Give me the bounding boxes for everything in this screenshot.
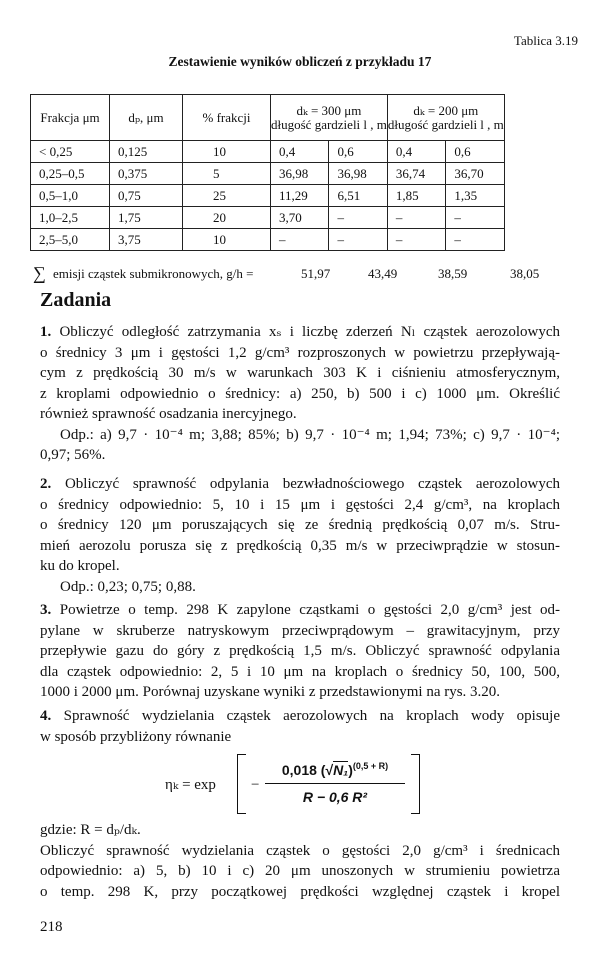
table-cell: 0,4 bbox=[387, 141, 445, 163]
table-cell: 10 bbox=[183, 229, 271, 251]
task-text-line: dla cząstek odpowiednio: 2, 5 i 10 μm na kroplach o średnicy 50, 100, 500, bbox=[40, 663, 560, 680]
task-3 bbox=[40, 600, 560, 703]
table-cell: 6,51 bbox=[329, 185, 387, 207]
table-row bbox=[31, 207, 505, 229]
table-cell: 3,75 bbox=[110, 229, 183, 251]
task-4 bbox=[40, 706, 560, 747]
task-text-line: w sposób przybliżony równanie bbox=[40, 728, 232, 745]
task-text-line: 1000 i 2000 μm. Porównaj uzyskane wyniki z przedstawionymi na rys. 3.20. bbox=[40, 684, 501, 700]
task-text-line bbox=[40, 474, 560, 495]
task-text: Powietrze o temp. 298 K zapylone cząstkami o gęstości 2,0 g/cm³ jest od- bbox=[59, 602, 561, 618]
task-text-line: z kroplami odpowiednio o średnicy: a) 250, b) 500 i c) 1000 μm. Określić bbox=[40, 385, 560, 402]
task-text-line: o temp. 298 K, przy początkowej prędkości względnej cząstek i kropel bbox=[40, 883, 560, 900]
minus-sign: − bbox=[251, 777, 260, 793]
table-number: Tablica 3.19 bbox=[513, 33, 578, 48]
table-cell: 1,85 bbox=[387, 185, 445, 207]
header-length-300: długość gardzieli l , m bbox=[271, 116, 387, 132]
header-group-300 bbox=[271, 95, 388, 141]
table-cell: 0,125 bbox=[110, 141, 183, 163]
table-cell: 36,74 bbox=[387, 163, 445, 185]
task-text-line: mień aerozolu porusza się z prędkością 0,35 m/s w przeciwprądzie w stosun- bbox=[40, 537, 560, 554]
task-text-line: gdzie: R = dₚ/dₖ. bbox=[40, 822, 141, 838]
header-frakcja: Frakcja μm bbox=[31, 95, 110, 141]
sum-label: emisji cząstek submikronowych, g/h = bbox=[53, 266, 254, 281]
task-answer: Odp.: a) 9,7 · 10⁻⁴ m; 3,88; 85%; b) 9,7 · 10⁻⁴ m; 1,94; 73%; c) 9,7 · 10⁻⁴; bbox=[60, 426, 560, 443]
table-cell: 3,70 bbox=[271, 207, 329, 229]
task-text-line: pylane w skruberze natryskowym przeciwprądowym – grawitacyjnym, przy bbox=[40, 622, 560, 639]
task-text-line: o średnicy 3 μm i gęstości 1,2 g/cm³ rozproszonych w powietrzu przepływają- bbox=[40, 344, 560, 361]
sum-value: 38,05 bbox=[510, 266, 540, 281]
section-heading: Zadania bbox=[40, 289, 112, 311]
table-cell: 36,98 bbox=[271, 163, 329, 185]
table-cell: – bbox=[446, 207, 504, 229]
task-text-line: przepływie gazu do góry z prędkością 1,5 m/s. Obliczyć sprawność odpylania bbox=[40, 643, 560, 659]
table-cell: 10 bbox=[183, 141, 271, 163]
task-1 bbox=[40, 322, 560, 466]
header-length-200: długość gardzieli l , m bbox=[387, 116, 504, 132]
table-cell: 0,6 bbox=[329, 141, 387, 163]
efficiency-formula bbox=[165, 756, 465, 814]
table-cell: – bbox=[387, 207, 445, 229]
formula-coef: 0,018 bbox=[281, 762, 317, 778]
table-cell: – bbox=[271, 229, 329, 251]
table-title: Zestawienie wyników obliczeń z przykładu 17 bbox=[168, 54, 432, 69]
table-cell: – bbox=[446, 229, 504, 251]
table-cell: 1,75 bbox=[110, 207, 183, 229]
task-answer: 0,97; 56%. bbox=[40, 447, 106, 463]
table-cell: 0,75 bbox=[110, 185, 183, 207]
formula-exponent: (0,5 + R) bbox=[352, 761, 389, 771]
table-cell: 36,98 bbox=[329, 163, 387, 185]
table-cell: 25 bbox=[183, 185, 271, 207]
right-bracket bbox=[411, 754, 420, 814]
table-cell: 0,375 bbox=[110, 163, 183, 185]
header-dk-300: dₖ = 300 μm bbox=[296, 102, 362, 118]
task-text-line: o średnicy odpowiednio: 5, 10 i 15 μm i gęstości 2,4 g/cm³, na kroplach bbox=[40, 496, 560, 513]
task-text-line: ku do kropel. bbox=[40, 558, 120, 574]
header-dp: dₚ, μm bbox=[110, 95, 183, 141]
formula-root: N₁ bbox=[333, 762, 349, 778]
sum-value: 51,97 bbox=[301, 266, 331, 281]
table-row bbox=[31, 163, 505, 185]
task-number: 1. bbox=[40, 324, 52, 340]
task-text-line: również sprawność osadzania inercyjnego. bbox=[40, 406, 297, 422]
table-cell: 2,5–5,0 bbox=[31, 229, 110, 251]
formula-numerator: 0,018 $(√N_1)^{(0,5 + R)}$ bbox=[281, 761, 389, 778]
header-group-200 bbox=[387, 95, 504, 141]
table-row bbox=[31, 185, 505, 207]
table-row bbox=[31, 229, 505, 251]
sum-row bbox=[33, 263, 593, 284]
table-cell: 1,0–2,5 bbox=[31, 207, 110, 229]
task-number: 2. bbox=[40, 476, 52, 492]
table-cell: 0,4 bbox=[271, 141, 329, 163]
table-cell: < 0,25 bbox=[31, 141, 110, 163]
formula-denominator: R − 0,6 R² bbox=[302, 789, 368, 805]
table-cell: 1,35 bbox=[446, 185, 504, 207]
fraction-bar bbox=[265, 783, 405, 784]
task-text-line bbox=[40, 322, 560, 343]
task-number: 4. bbox=[40, 708, 52, 724]
table-cell: 5 bbox=[183, 163, 271, 185]
header-dk-200: dₖ = 200 μm bbox=[413, 102, 479, 118]
task-text-line: cym z prędkością 30 m/s w warunkach 303 K i ciśnieniu atmosferycznym, bbox=[40, 365, 560, 381]
table-cell: 0,5–1,0 bbox=[31, 185, 110, 207]
page-number: 218 bbox=[40, 919, 63, 935]
task-text: Obliczyć sprawność odpylania bezwładnościowego cząstek aerozolowych bbox=[64, 476, 561, 492]
results-table bbox=[30, 94, 505, 251]
task-text: Obliczyć odległość zatrzymania xₛ i liczbę zderzeń Nₗ cząstek aerozolowych bbox=[59, 324, 561, 340]
table-cell: 0,6 bbox=[446, 141, 504, 163]
sum-value: 38,59 bbox=[438, 266, 468, 281]
left-bracket bbox=[237, 754, 246, 814]
task-number: 3. bbox=[40, 602, 52, 618]
table-cell: 0,25–0,5 bbox=[31, 163, 110, 185]
table-cell: – bbox=[329, 207, 387, 229]
header-percent: % frakcji bbox=[183, 95, 271, 141]
table-cell: 20 bbox=[183, 207, 271, 229]
task-2 bbox=[40, 474, 560, 597]
sum-value: 43,49 bbox=[368, 266, 398, 281]
task-text-line: odpowiednio: a) 5, b) 10 i c) 20 μm unoszonych w strumieniu powietrza bbox=[40, 863, 560, 879]
table-cell: – bbox=[387, 229, 445, 251]
table-row bbox=[31, 141, 505, 163]
table-header-row bbox=[31, 95, 505, 141]
table-cell: 36,70 bbox=[446, 163, 504, 185]
task-answer: Odp.: 0,23; 0,75; 0,88. bbox=[60, 578, 196, 595]
formula-lhs: ηₖ = exp bbox=[165, 777, 216, 793]
table-cell: 11,29 bbox=[271, 185, 329, 207]
task-text-line bbox=[40, 600, 560, 621]
task-text-line: Obliczyć sprawność wydzielania cząstek o gęstości 2,0 g/cm³ i średnicach bbox=[40, 842, 560, 859]
sigma-symbol: ∑ bbox=[33, 263, 46, 283]
table-cell: – bbox=[329, 229, 387, 251]
task-4-continued bbox=[40, 820, 560, 902]
task-text: Sprawność wydzielania cząstek aerozolowych na kroplach wody opisuje bbox=[63, 708, 561, 724]
task-text-line bbox=[40, 706, 560, 727]
task-text-line: o średnicy 120 μm poruszających się ze średnią prędkością 0,07 m/s. Stru- bbox=[40, 517, 560, 533]
